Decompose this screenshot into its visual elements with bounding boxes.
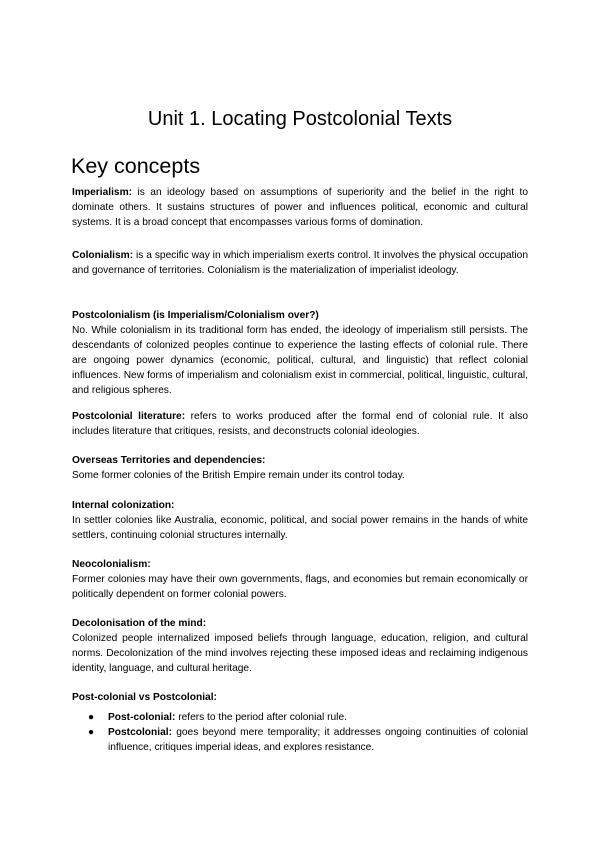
colonialism-text: is a specific way in which imperialism exerts control. It involves the physical occupation and governance of territories. Colonialism is the materialization of imperialist ideology. [72,250,528,276]
postcolonial-literature-text: refers to works produced after the formal end of colonial rule. It also includes literature that critiques, resists, and deconstructs colonial ideologies. [72,411,528,437]
list-item-text: refers to the period after colonial rule. [175,712,347,723]
list-item [72,725,528,755]
neocolonialism-text: Former colonies may have their own governments, flags, and economies but remain economically or politically dependent on former colonial powers. [72,574,528,600]
imperialism-term: Imperialism: [72,187,133,198]
postcolonial-literature-definition [72,409,528,439]
bullet-icon: ● [88,712,95,723]
neocolonialism-heading: Neocolonialism: [72,559,151,570]
vs-heading: Post-colonial vs Postcolonial: [72,692,217,703]
postcolonialism-heading: Postcolonialism (is Imperialism/Colonialism over?) [72,310,319,321]
post-colonial-vs-heading [72,690,528,705]
imperialism-definition [72,185,528,230]
vs-list [72,710,528,755]
imperialism-text: is an ideology based on assumptions of superiority and the belief in the right to dominate others. It sustains structures of power and influences political, economic and cultural systems. It is a broad concept that encompasses various forms of domination. [72,187,528,228]
bullet-icon: ● [88,727,95,738]
document-title: Unit 1. Locating Postcolonial Texts [147,108,453,130]
decolonisation-text: Colonized people internalized imposed beliefs through language, education, religion, and cultural norms. Decolonization of the mind involves rejecting these imposed ideas and reclaiming indigenous identity, language, and cultural heritage. [72,633,528,674]
section-heading: Key concepts [71,154,201,178]
overseas-heading: Overseas Territories and dependencies: [72,455,266,466]
internal-colonization-text: In settler colonies like Australia, economic, political, and social power remains in the hands of white settlers, continuing colonial structures internally. [72,515,528,541]
decolonisation-heading: Decolonisation of the mind: [72,618,207,629]
postcolonialism-section [72,308,528,398]
overseas-text: Some former colonies of the British Empire remain under its control today. [72,470,405,481]
overseas-section [72,453,528,483]
internal-colonization-heading: Internal colonization: [72,500,175,511]
list-item-text: goes beyond mere temporality; it addresses ongoing continuities of colonial influence, critiques imperial ideas, and explores resistance. [108,727,528,753]
neocolonialism-section [72,557,528,602]
colonialism-term: Colonialism: [72,250,134,261]
internal-colonization-section [72,498,528,543]
list-item [72,710,528,725]
list-item-term: Postcolonial: [108,727,172,738]
list-item-term: Post-colonial: [108,712,176,723]
decolonisation-section [72,616,528,676]
postcolonialism-text: No. While colonialism in its traditional form has ended, the ideology of imperialism still persists. The descendants of colonized peoples continue to experience the lasting effects of colonial rule. There are ongoing power dynamics (economic, political, cultural, and linguistic) that reflect colonial influences. New forms of imperialism and colonialism exist in commercial, political, linguistic, cultural, and religious spheres. [72,325,528,396]
colonialism-definition [72,248,528,278]
postcolonial-literature-term: Postcolonial literature: [72,411,186,422]
